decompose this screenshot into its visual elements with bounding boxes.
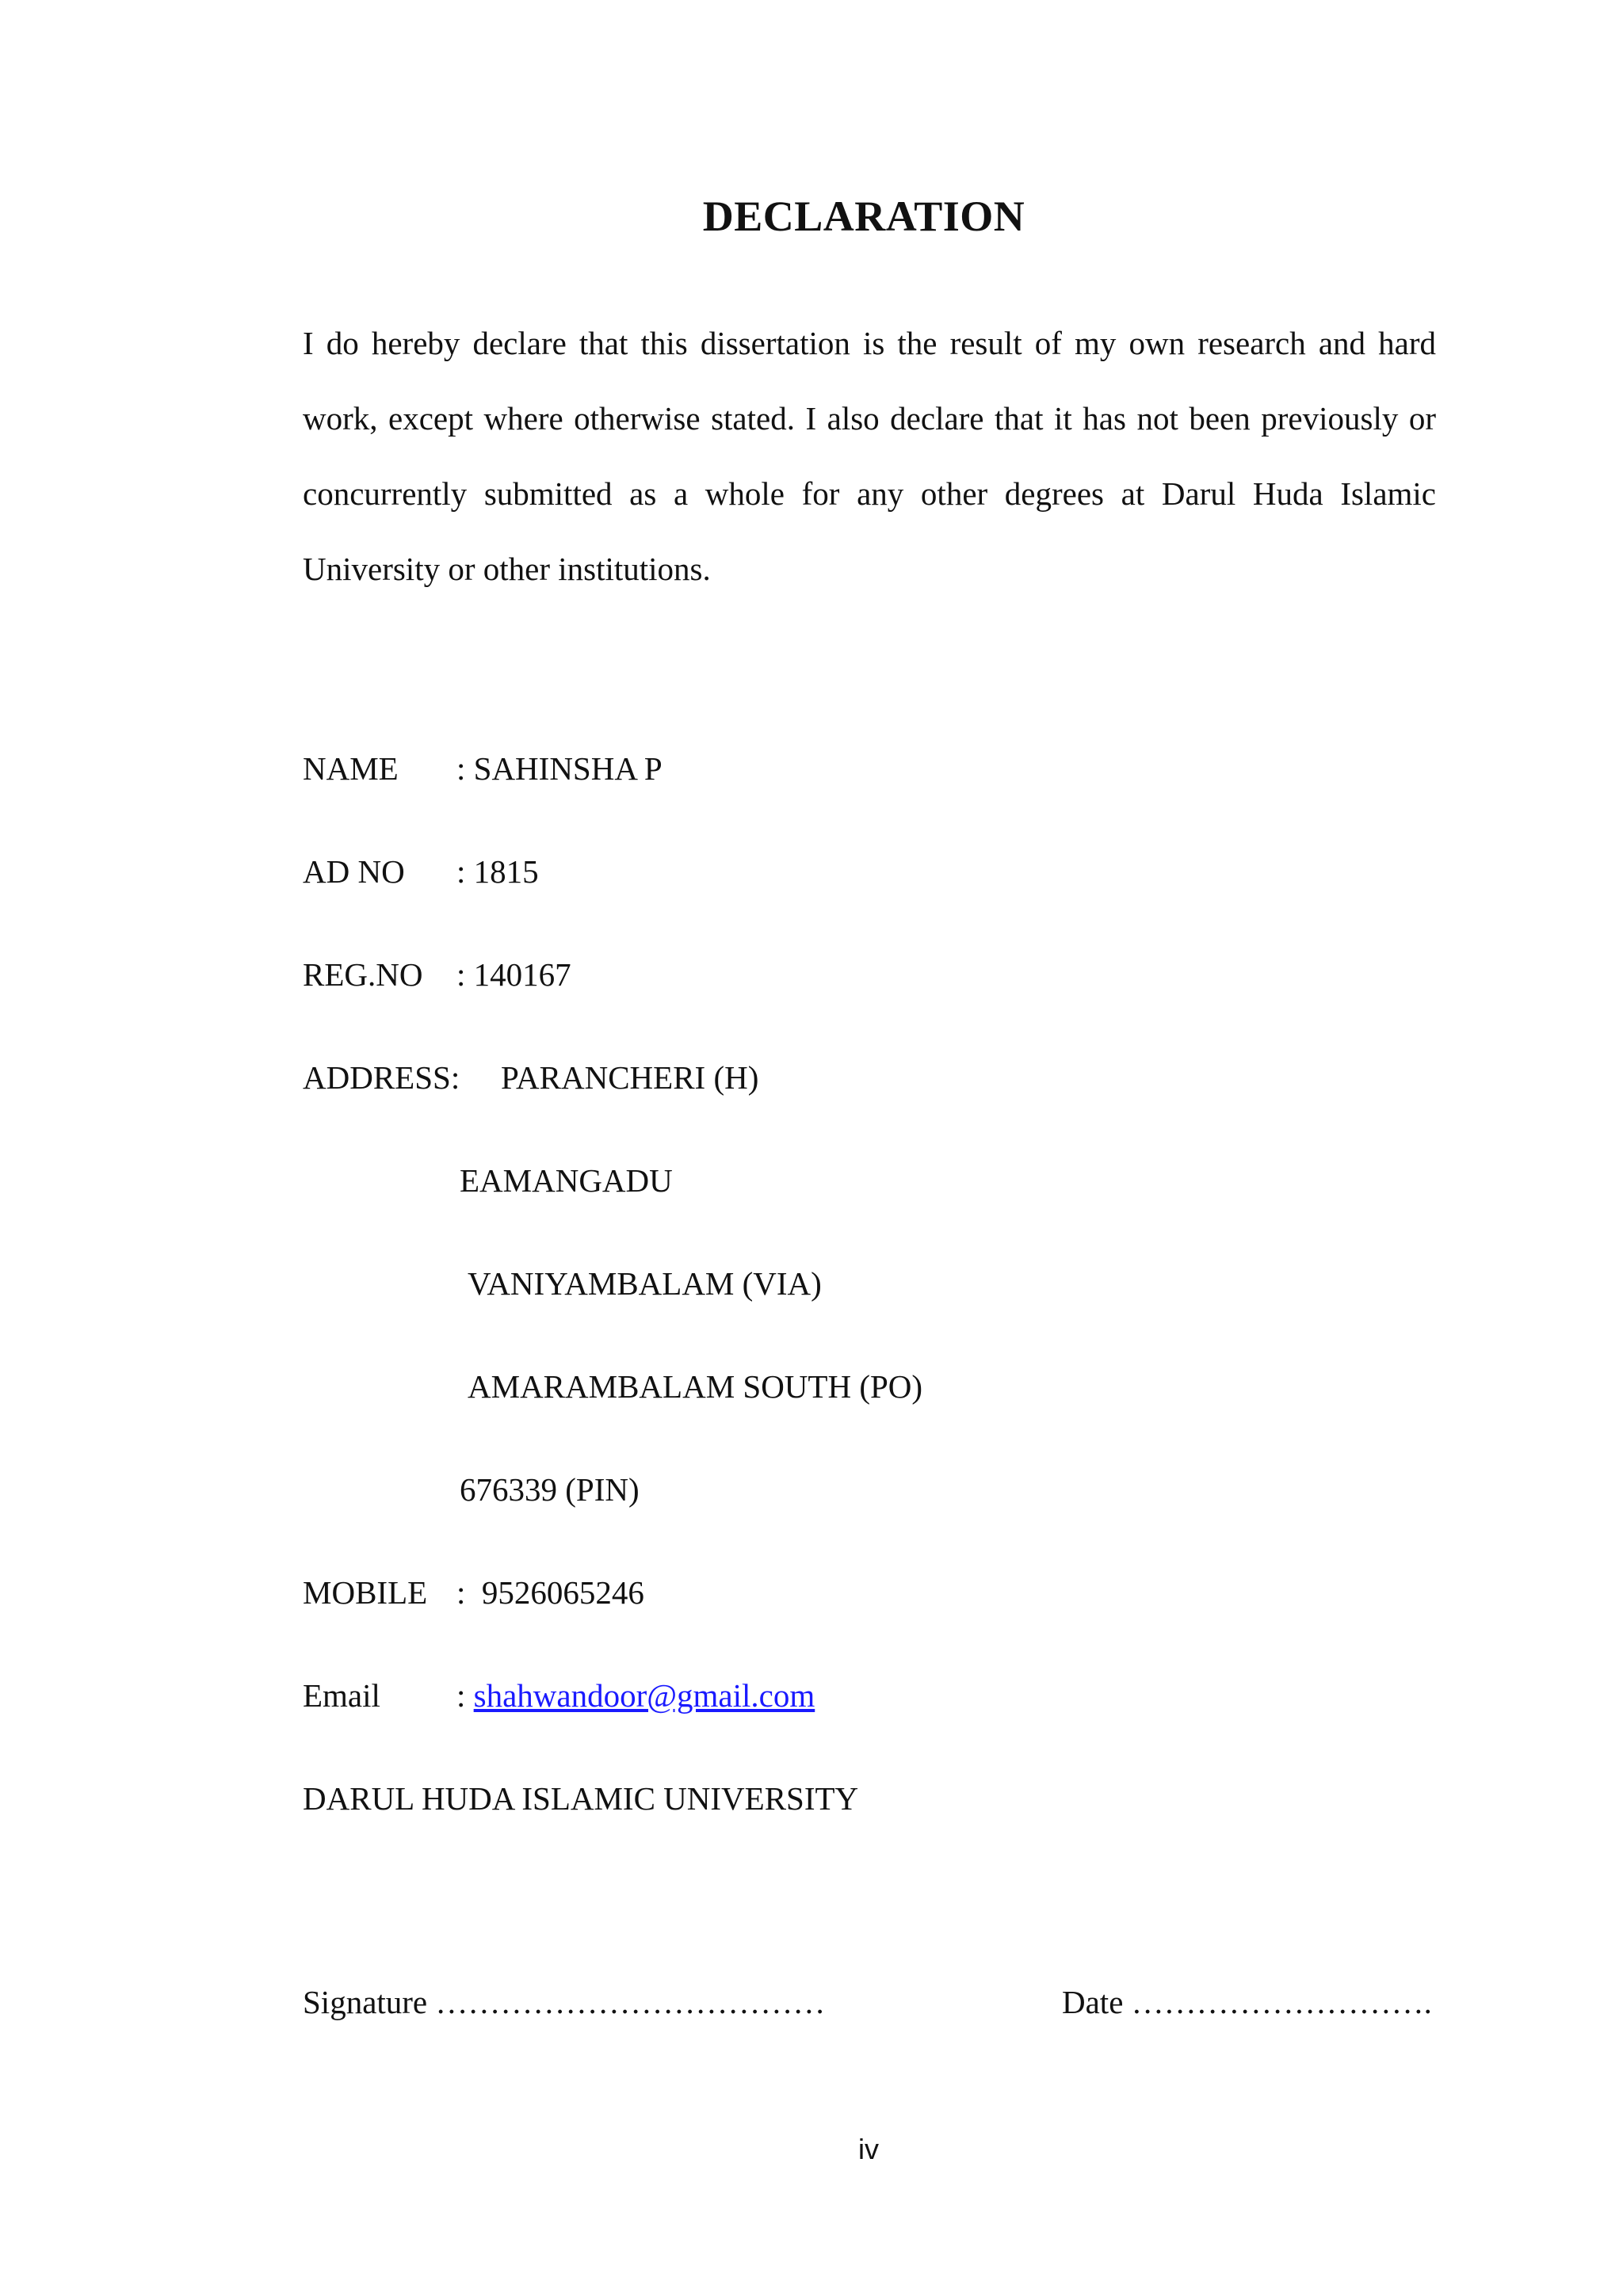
mobile-label: MOBILE bbox=[303, 1574, 428, 1611]
address-line: AMARAMBALAM SOUTH (PO) bbox=[468, 1368, 923, 1405]
address-line: VANIYAMBALAM (VIA) bbox=[468, 1265, 822, 1302]
mobile-value: : 9526065246 bbox=[456, 1574, 644, 1611]
declaration-paragraph: I do hereby declare that this dissertation is the result of my own research and hard work, except where otherwise stated. I also declare that it has not been previously or concurrently submitted as a whole for any other degrees at Darul Huda Islamic University or other institutions. bbox=[303, 325, 1436, 587]
adno-row bbox=[303, 852, 539, 891]
adno-label: AD NO bbox=[303, 853, 405, 890]
adno-value: : 1815 bbox=[456, 853, 539, 890]
email-link[interactable]: shahwandoor@gmail.com bbox=[473, 1677, 815, 1714]
regno-value: : 140167 bbox=[456, 956, 571, 993]
mobile-row bbox=[303, 1573, 644, 1612]
university-name: DARUL HUDA ISLAMIC UNIVERSITY bbox=[303, 1780, 859, 1817]
address-row bbox=[303, 1058, 759, 1097]
email-label: Email bbox=[303, 1677, 380, 1714]
date-line: Date ………………………. bbox=[1062, 1984, 1432, 2020]
name-label: NAME bbox=[303, 750, 399, 787]
email-row bbox=[303, 1676, 815, 1715]
address-label: ADDRESS: bbox=[303, 1059, 460, 1096]
page-title: DECLARATION bbox=[702, 193, 1025, 240]
regno-label: REG.NO bbox=[303, 956, 423, 993]
signature-line: Signature ……………………………… bbox=[303, 1984, 826, 2020]
name-row bbox=[303, 749, 663, 788]
address-line: PARANCHERI (H) bbox=[501, 1059, 759, 1096]
name-value: : SAHINSHA P bbox=[456, 750, 663, 787]
page-number: iv bbox=[858, 2133, 879, 2165]
email-value-wrapper bbox=[456, 1676, 815, 1715]
address-line: EAMANGADU bbox=[460, 1162, 673, 1199]
email-prefix: : bbox=[456, 1677, 474, 1714]
address-line: 676339 (PIN) bbox=[460, 1471, 640, 1508]
regno-row bbox=[303, 955, 571, 994]
